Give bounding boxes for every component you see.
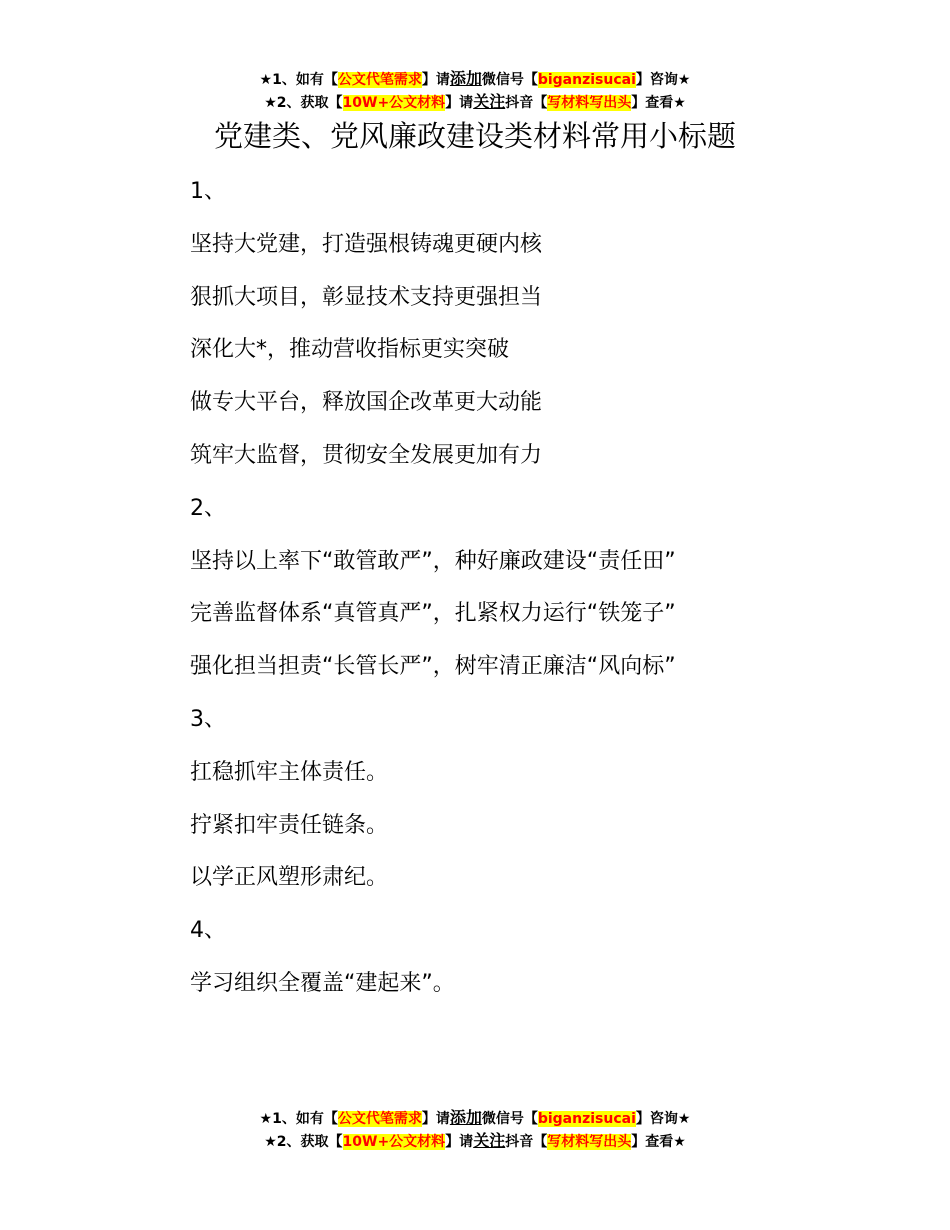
subtitle-line: 狠抓大项目，彰显技术支持更强担当: [190, 284, 543, 310]
promo-line-1: [0, 68, 950, 91]
promo-underline-follow: 关注: [473, 92, 506, 111]
promo-text: ★2、获取【: [264, 1134, 343, 1150]
promo-underline-add: 添加: [449, 69, 482, 88]
bottom-promo-banner: [0, 1107, 950, 1153]
promo-underline-follow: 关注: [473, 1131, 506, 1150]
promo-text: 】查看★: [631, 1134, 686, 1150]
section-number: 1、: [190, 179, 226, 204]
promo-text: ★2、获取【: [264, 95, 343, 111]
section-number: 4、: [190, 918, 226, 944]
promo-highlight-wechat: biganzisucai: [537, 72, 636, 88]
promo-text: 】请: [445, 95, 474, 111]
subtitle-line: 坚持大党建，打造强根铸魂更硬内核: [190, 231, 543, 257]
section-number: 3、: [190, 706, 226, 732]
promo-text: ★1、如有【: [259, 1111, 338, 1127]
promo-text: 】查看★: [631, 95, 686, 111]
top-promo-banner: [0, 68, 950, 114]
promo-text: 抖音【: [505, 95, 548, 111]
promo-text: 】请: [421, 72, 450, 88]
promo-highlight-wechat: biganzisucai: [537, 1111, 636, 1127]
promo-highlight-materials: 10W+公文材料: [342, 1134, 446, 1150]
subtitle-line: 坚持以上率下“敢管敢严”，种好廉政建设“责任田”: [190, 548, 676, 574]
promo-line-2: [0, 1130, 950, 1153]
document-body: [190, 166, 890, 1011]
subtitle-line: 拧紧扣牢责任链条。: [190, 812, 389, 838]
promo-text: 微信号【: [481, 72, 538, 88]
promo-highlight-douyin: 写材料写出头: [547, 1134, 632, 1150]
promo-line-1: [0, 1107, 950, 1130]
promo-line-2: [0, 91, 950, 114]
document-title: 党建类、党风廉政建设类材料常用小标题: [213, 119, 736, 153]
subtitle-line: 学习组织全覆盖“建起来”。: [190, 970, 455, 996]
promo-text: 】请: [421, 1111, 450, 1127]
subtitle-line: 以学正风塑形肃纪。: [190, 865, 389, 891]
promo-text: 】咨询★: [635, 1111, 691, 1127]
subtitle-line: 做专大平台，释放国企改革更大动能: [190, 390, 543, 416]
promo-text: 】咨询★: [635, 72, 691, 88]
promo-highlight-service: 公文代笔需求: [337, 72, 422, 88]
promo-highlight-materials: 10W+公文材料: [342, 95, 446, 111]
section-number: 2、: [190, 495, 226, 521]
subtitle-line: 筑牢大监督，贯彻安全发展更加有力: [190, 442, 543, 468]
promo-highlight-douyin: 写材料写出头: [547, 95, 632, 111]
promo-text: 】请: [445, 1134, 474, 1150]
subtitle-line: 强化担当担责“长管长严”，树牢清正廉洁“风向标”: [190, 654, 676, 680]
promo-text: ★1、如有【: [259, 72, 338, 88]
promo-underline-add: 添加: [449, 1108, 482, 1127]
subtitle-line: 扛稳抓牢主体责任。: [190, 759, 389, 785]
promo-text: 抖音【: [505, 1134, 548, 1150]
promo-highlight-service: 公文代笔需求: [337, 1111, 422, 1127]
promo-text: 微信号【: [481, 1111, 538, 1127]
subtitle-line: 完善监督体系“真管真严”，扎紧权力运行“铁笼子”: [190, 601, 676, 627]
subtitle-line: 深化大*，推动营收指标更实突破: [190, 337, 510, 363]
